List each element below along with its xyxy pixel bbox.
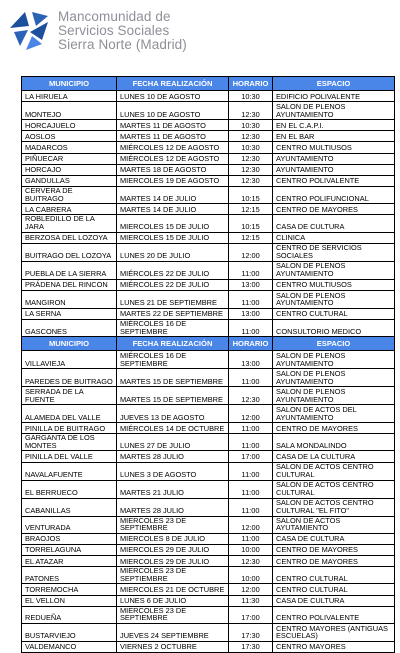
municipio-cell: ALAMEDA DEL VALLE (22, 405, 117, 423)
espacio-cell: SALON DE PLENOS AYUNTAMIENTO (273, 102, 395, 120)
espacio-cell: CASA DE LA CULTURA (273, 451, 395, 462)
horario-cell: 11:00 (229, 533, 273, 544)
table-row (22, 204, 395, 215)
table-row (22, 423, 395, 434)
horario-cell: 17:00 (229, 606, 273, 623)
espacio-cell: SALA MONDALINDO (273, 434, 395, 451)
municipio-cell: GARGANTA DE LOS MONTES (22, 434, 117, 451)
fecha-cell: MIERCOLES 15 DE JULIO (117, 232, 229, 243)
horario-cell: 17:30 (229, 641, 273, 652)
espacio-cell: CENTRO DE MAYORES (273, 556, 395, 567)
espacio-cell: SALON DE PLENOS AYUNTAMIENTO (273, 261, 395, 279)
espacio-cell: CENTRO DE MAYORES (273, 544, 395, 555)
fecha-cell: MIÉRCOLES 22 DE JULIO (117, 261, 229, 279)
fecha-cell: MIERCOLES 29 DE JULIO (117, 544, 229, 555)
espacio-cell: CENTRO POLIVALENTE (273, 175, 395, 186)
espacio-cell: AYUNTAMIENTO (273, 153, 395, 164)
table-header-row (22, 77, 395, 91)
table-row (22, 186, 395, 203)
horario-cell: 12:30 (229, 556, 273, 567)
municipio-cell: SERRADA DE LA FUENTE (22, 387, 117, 405)
fecha-cell: MIÉRCOLES 12 DE AGOSTO (117, 142, 229, 153)
horario-cell: 12:15 (229, 232, 273, 243)
municipio-cell: AOSLOS (22, 131, 117, 142)
horario-cell: 12:00 (229, 405, 273, 423)
fecha-cell: MIERCOLES 23 DE SEPTIEMBRE (117, 606, 229, 623)
horario-cell: 11:00 (229, 462, 273, 480)
fecha-cell: LUNES 6 DE JULIO (117, 595, 229, 606)
espacio-cell: CENTRO DE SERVICIOS SOCIALES (273, 243, 395, 261)
fecha-cell: MIÉRCOLES 12 DE AGOSTO (117, 153, 229, 164)
espacio-cell: CASA DE CULTURA (273, 533, 395, 544)
horario-cell: 11:00 (229, 290, 273, 308)
table-row (22, 232, 395, 243)
organization-name (58, 10, 187, 52)
horario-cell: 12:30 (229, 175, 273, 186)
municipio-cell: TORREMOCHA (22, 584, 117, 595)
espacio-cell: SALON DE ACTOS DEL AYUNTAMIENTO (273, 405, 395, 423)
fecha-cell: MIÉRCOLES 22 DE JULIO (117, 279, 229, 290)
municipio-cell: VALDEMANCO (22, 641, 117, 652)
municipio-cell: BUITRAGO DEL LOZOYA (22, 243, 117, 261)
horario-cell: 10:15 (229, 215, 273, 232)
horario-cell: 11:30 (229, 595, 273, 606)
espacio-cell: SALON DE PLENOS AYUNTAMIENTO (273, 369, 395, 387)
municipio-cell: CABANILLAS (22, 498, 117, 516)
fecha-cell: MIERCOLES 23 DE SEPTIEMBRE (117, 516, 229, 533)
municipio-cell: ROBLEDILLO DE LA JARA (22, 215, 117, 232)
fecha-cell: LUNES 21 DE SEPTIEMBRE (117, 290, 229, 308)
espacio-cell: CENTRO DE MAYORES (273, 423, 395, 434)
fecha-cell: MARTES 15 DE SEPTIEMBRE (117, 369, 229, 387)
espacio-cell: CASA DE CULTURA (273, 215, 395, 232)
fecha-cell: MIÉRCOLES 16 DE SEPTIEMBRE (117, 351, 229, 369)
espacio-cell: CASA DE CULTURA (273, 595, 395, 606)
fecha-cell: MARTES 11 DE AGOSTO (117, 131, 229, 142)
municipio-cell: REDUEÑA (22, 606, 117, 623)
espacio-cell: SALON DE ACTOS CENTRO CULTURAL "EL FITO" (273, 498, 395, 516)
espacio-cell: SALON DE ACTOS CENTRO CULTURAL (273, 462, 395, 480)
header-horario: HORARIO (229, 77, 273, 91)
municipio-cell: EL VELLON (22, 595, 117, 606)
municipio-cell: TORRELAGUNA (22, 544, 117, 555)
horario-cell: 10:15 (229, 186, 273, 203)
fecha-cell: JUEVES 13 DE AGOSTO (117, 405, 229, 423)
espacio-cell: CENTRO POLIVALENTE (273, 606, 395, 623)
horario-cell: 12:30 (229, 102, 273, 120)
fecha-cell: MIERCOLES 21 DE OCTUBRE (117, 584, 229, 595)
espacio-cell: CENTRO DE MAYORES (273, 204, 395, 215)
table-row (22, 131, 395, 142)
table-row (22, 164, 395, 175)
table-row (22, 584, 395, 595)
table-row (22, 387, 395, 405)
horario-cell: 12:30 (229, 153, 273, 164)
fecha-cell: MIERCOLES 19 DE AGOSTO (117, 175, 229, 186)
espacio-cell: CENTRO MAYORES (ANTIGUAS ESCUELAS) (273, 623, 395, 641)
horario-cell: 11:00 (229, 369, 273, 387)
fecha-cell: MARTES 28 JULIO (117, 451, 229, 462)
table-row (22, 533, 395, 544)
espacio-cell: SALON DE PLENOS AYUNTAMIENTO (273, 351, 395, 369)
fecha-cell: MARTES 28 JULIO (117, 498, 229, 516)
horario-cell: 11:00 (229, 498, 273, 516)
table-header-row (22, 337, 395, 351)
horario-cell: 10:30 (229, 120, 273, 131)
horario-cell: 12:00 (229, 516, 273, 533)
horario-cell: 12:30 (229, 164, 273, 175)
fecha-cell: MARTES 11 DE AGOSTO (117, 120, 229, 131)
municipio-cell: LA CABRERA (22, 204, 117, 215)
espacio-cell: EN EL C.A.P.I. (273, 120, 395, 131)
municipio-cell: MANGIRON (22, 290, 117, 308)
espacio-cell: SALON DE PLENOS AYUNTAMIENTO (273, 290, 395, 308)
page-header (8, 4, 388, 56)
horario-cell: 17:30 (229, 623, 273, 641)
espacio-cell: AYUNTAMIENTO (273, 164, 395, 175)
espacio-cell: CENTRO CULTURAL (273, 567, 395, 584)
fecha-cell: MARTES 14 DE JULIO (117, 204, 229, 215)
table-row (22, 308, 395, 319)
table-row (22, 462, 395, 480)
fecha-cell: MIÉRCOLES 16 DE SEPTIEMBRE (117, 319, 229, 336)
org-line-3: Sierra Norte (Madrid) (58, 37, 187, 52)
fecha-cell: VIERNES 2 OCTUBRE (117, 641, 229, 652)
municipio-cell: CERVERA DE BUITRAGO (22, 186, 117, 203)
municipio-cell: EL ATAZAR (22, 556, 117, 567)
table-row (22, 279, 395, 290)
espacio-cell: EN EL BAR (273, 131, 395, 142)
table-row (22, 153, 395, 164)
horario-cell: 13:00 (229, 279, 273, 290)
table-row (22, 243, 395, 261)
municipio-cell: EL BERRUECO (22, 480, 117, 498)
schedule-table (21, 76, 395, 653)
table-row (22, 261, 395, 279)
fecha-cell: JUEVES 24 SEPTIEMBRE (117, 623, 229, 641)
table-row (22, 623, 395, 641)
municipio-cell: PIÑUECAR (22, 153, 117, 164)
header-fecha: FECHA REALIZACIÓN (117, 77, 229, 91)
mancomunidad-logo-icon (8, 8, 54, 52)
espacio-cell: CLINICA (273, 232, 395, 243)
horario-cell: 10:00 (229, 544, 273, 555)
table-row (22, 351, 395, 369)
table-row (22, 498, 395, 516)
municipio-cell: PATONES (22, 567, 117, 584)
header-horario: HORARIO (229, 337, 273, 351)
horario-cell: 10:00 (229, 567, 273, 584)
table-row (22, 451, 395, 462)
municipio-cell: LA SERNA (22, 308, 117, 319)
table-row (22, 290, 395, 308)
espacio-cell: EDIFICIO POLIVALENTE (273, 91, 395, 102)
horario-cell: 12:15 (229, 204, 273, 215)
table-row (22, 556, 395, 567)
espacio-cell: CENTRO POLIFUNCIONAL (273, 186, 395, 203)
table-row (22, 595, 395, 606)
municipio-cell: VENTURADA (22, 516, 117, 533)
org-line-1: Mancomunidad de (58, 9, 171, 24)
table-row (22, 434, 395, 451)
municipio-cell: MONTEJO (22, 102, 117, 120)
horario-cell: 12:00 (229, 243, 273, 261)
horario-cell: 12:00 (229, 584, 273, 595)
espacio-cell: SALON DE PLENOS AYUNTAMIENTO (273, 387, 395, 405)
municipio-cell: GANDULLAS (22, 175, 117, 186)
table-row (22, 175, 395, 186)
table-row (22, 567, 395, 584)
espacio-cell: CENTRO CULTURAL (273, 584, 395, 595)
horario-cell: 17:00 (229, 451, 273, 462)
fecha-cell: MARTES 18 DE AGOSTO (117, 164, 229, 175)
table-row (22, 120, 395, 131)
table-row (22, 516, 395, 533)
table-row (22, 544, 395, 555)
municipio-cell: PUEBLA DE LA SIERRA (22, 261, 117, 279)
municipio-cell: HORCAJO (22, 164, 117, 175)
municipio-cell: NAVALAFUENTE (22, 462, 117, 480)
horario-cell: 11:00 (229, 434, 273, 451)
espacio-cell: SALON DE ACTOS AYUTAMIENTO (273, 516, 395, 533)
municipio-cell: GASCONES (22, 319, 117, 336)
header-municipio: MUNICIPIO (22, 77, 117, 91)
horario-cell: 10:30 (229, 91, 273, 102)
header-fecha: FECHA REALIZACIÓN (117, 337, 229, 351)
horario-cell: 11:00 (229, 480, 273, 498)
municipio-cell: BUSTARVIEJO (22, 623, 117, 641)
table-row (22, 102, 395, 120)
table-row (22, 319, 395, 336)
horario-cell: 13:00 (229, 351, 273, 369)
table-row (22, 369, 395, 387)
municipio-cell: PAREDES DE BUITRAGO (22, 369, 117, 387)
header-espacio: ESPACIO (273, 77, 395, 91)
horario-cell: 11:00 (229, 319, 273, 336)
header-espacio: ESPACIO (273, 337, 395, 351)
fecha-cell: MIÉRCOLES 14 DE OCTUBRE (117, 423, 229, 434)
fecha-cell: LUNES 10 DE AGOSTO (117, 91, 229, 102)
table-row (22, 215, 395, 232)
fecha-cell: MIERCOLES 8 DE JULIO (117, 533, 229, 544)
fecha-cell: LUNES 10 DE AGOSTO (117, 102, 229, 120)
espacio-cell: CENTRO MAYORES (273, 641, 395, 652)
fecha-cell: MARTES 15 DE SEPTIEMBRE (117, 387, 229, 405)
municipio-cell: HORCAJUELO (22, 120, 117, 131)
fecha-cell: LUNES 27 DE JULIO (117, 434, 229, 451)
fecha-cell: MARTES 14 DE JULIO (117, 186, 229, 203)
horario-cell: 12:30 (229, 387, 273, 405)
horario-cell: 12:30 (229, 131, 273, 142)
municipio-cell: PINILLA DE BUITRAGO (22, 423, 117, 434)
fecha-cell: LUNES 3 DE AGOSTO (117, 462, 229, 480)
table-row (22, 606, 395, 623)
espacio-cell: CONSULTORIO MEDICO (273, 319, 395, 336)
fecha-cell: MIERCOLES 15 DE JULIO (117, 215, 229, 232)
fecha-cell: LUNES 20 DE JULIO (117, 243, 229, 261)
header-municipio: MUNICIPIO (22, 337, 117, 351)
table-row (22, 641, 395, 652)
fecha-cell: MIERCOLES 23 DE SEPTIEMBRE (117, 567, 229, 584)
municipio-cell: LA HIRUELA (22, 91, 117, 102)
horario-cell: 11:00 (229, 261, 273, 279)
municipio-cell: BRAOJOS (22, 533, 117, 544)
fecha-cell: MIERCOLES 29 DE JULIO (117, 556, 229, 567)
table-row (22, 142, 395, 153)
espacio-cell: CENTRO MULTIUSOS (273, 142, 395, 153)
horario-cell: 11:00 (229, 423, 273, 434)
fecha-cell: MARTES 22 DE SEPTIEMBRE (117, 308, 229, 319)
org-line-2: Servicios Sociales (58, 23, 170, 38)
horario-cell: 13:00 (229, 308, 273, 319)
table-row (22, 91, 395, 102)
espacio-cell: CENTRO CULTURAL (273, 308, 395, 319)
municipio-cell: VILLAVIEJA (22, 351, 117, 369)
municipio-cell: BERZOSA DEL LOZOYA (22, 232, 117, 243)
espacio-cell: CENTRO MULTIUSOS (273, 279, 395, 290)
espacio-cell: SALON DE ACTOS CENTRO CULTURAL (273, 480, 395, 498)
table-row (22, 405, 395, 423)
municipio-cell: PINILLA DEL VALLE (22, 451, 117, 462)
table-row (22, 480, 395, 498)
municipio-cell: MADARCOS (22, 142, 117, 153)
fecha-cell: MARTES 21 JULIO (117, 480, 229, 498)
municipio-cell: PRÁDENA DEL RINCON (22, 279, 117, 290)
horario-cell: 10:30 (229, 142, 273, 153)
